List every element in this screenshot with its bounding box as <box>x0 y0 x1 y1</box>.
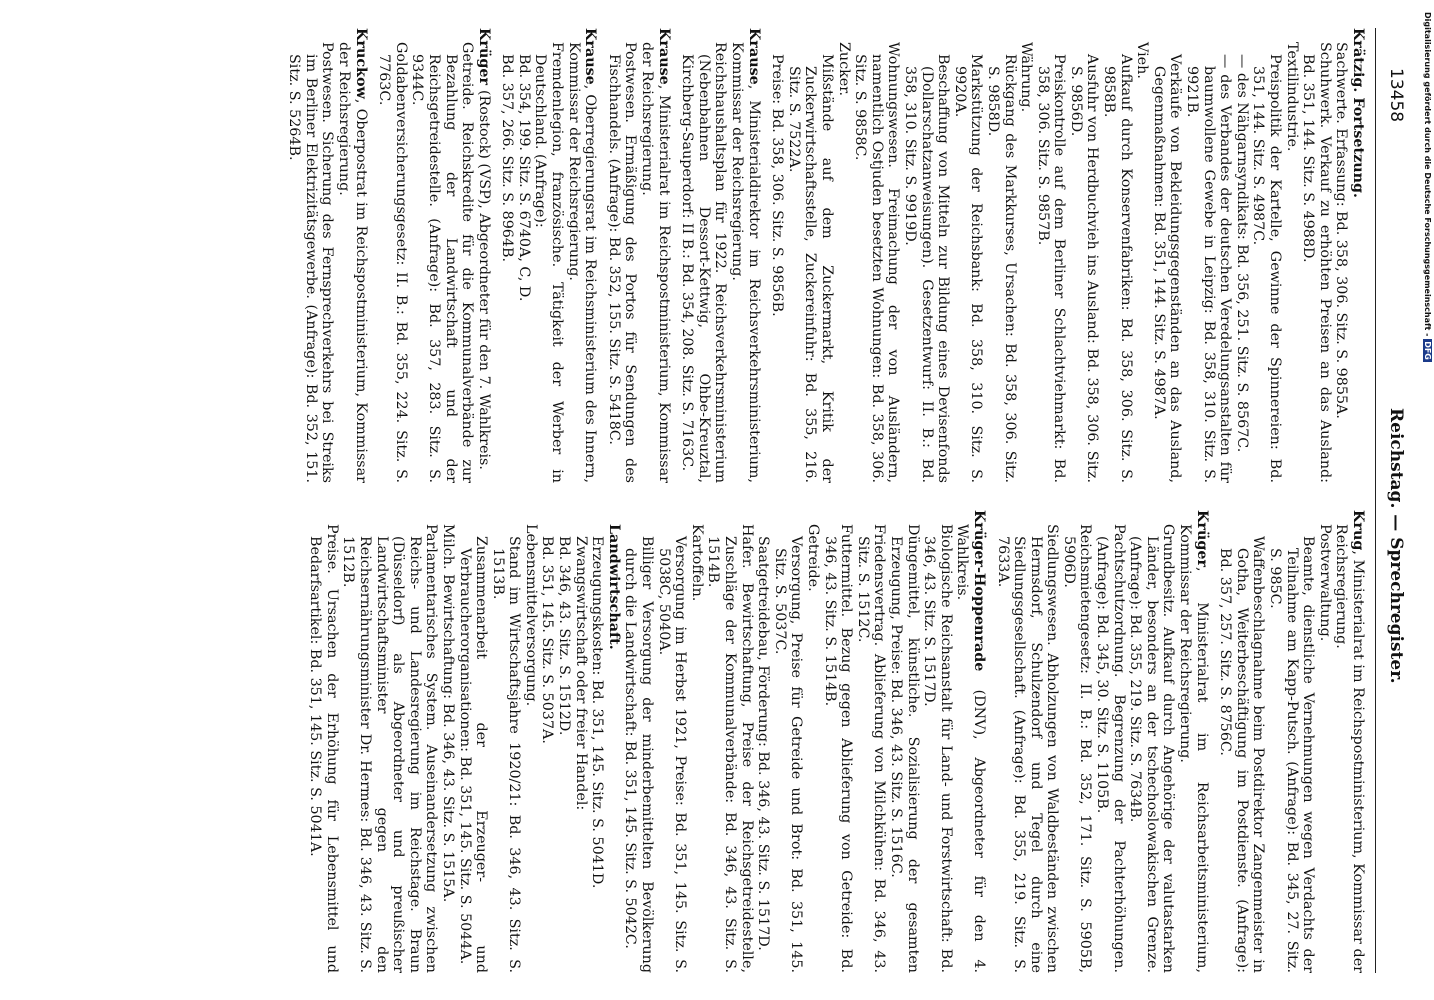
right-column-entry: Saatgetreidebau, Förderung: Bd. 346, 43. Sitz. S. 1517D. <box>755 536 772 951</box>
right-column-entry: Futtermittel. Bezug gegen Ablieferung von Getreide: Bd. 346, 43. Sitz. S. 1514B. <box>821 524 855 973</box>
left-column-entry: Bd. 357, 266. Sitz. S. 8964B. <box>499 54 516 263</box>
right-column-entry: Lebensmittelversorgung. <box>522 524 539 707</box>
right-column-entry: Stand im Wirtschaftsjahre 1920/21: Bd. 346, 43. Sitz. S. 1513B. <box>489 536 523 973</box>
left-column-entry: Markstützung der Reichsbank: Bd. 358, 310. Sitz. S. 9920A. <box>951 54 985 483</box>
left-column-entry: Krause, Oberregierungsrat im Reichsministerium des Innern, Kommissar der Reichsregierung. <box>565 28 599 483</box>
right-column-entry: Versorgung, Preise für Getreide und Brot: Bd. 351, 145. Sitz. S. 5037C. <box>771 536 805 973</box>
right-column-entry: Kartoffeln. <box>688 524 705 602</box>
entry-name: Krüger <box>1193 510 1210 567</box>
left-column-entry: Preispolitik der Kartelle, Gewinne der Spinnereien: Bd. 351, 144. Sitz. S. 4987C. <box>1250 54 1284 483</box>
left-column-entry: Schuhwerk. Verkauf zu erhöhten Preisen an das Ausland: Bd. 351, 144. Sitz. S. 4988D. <box>1300 42 1333 483</box>
right-column-entry: Krüger-Hoppenrade (DNV), Abgeordneter für den 4. Wahlkreis. <box>954 510 987 973</box>
left-column-entry: Preise: Bd. 358, 306. Sitz. S. 9856B. <box>769 54 786 317</box>
right-column-entry: Billiger Versorgung der minderbemittelten Bevölkerung durch die Landwirtschaft: Bd. 351, 145. Sitz. S. 5042C. <box>622 536 656 973</box>
digitization-note <box>1423 12 1432 362</box>
left-column-entry: Preiskontrolle auf dem Berliner Schlachtviehmarkt: Bd. 358, 306. Sitz. S. 9857B. <box>1034 54 1068 483</box>
right-column-entry: Waffenbeschlagnahme beim Postdirektor Zangenmeister in Gotha, Weiterbeschäftigung im Postdienste. (Anfrage): Bd. 357, 257. Sitz. S. 8756C. <box>1217 536 1267 973</box>
right-column-entry: Landwirtschaft. <box>605 524 622 650</box>
right-column-entry: Preise. Ursachen der Erhöhung für Lebensmittel und Bedarfsartikel: Bd. 351, 145. Sitz. S. 5041A. <box>307 524 340 973</box>
right-column-entry: Friedensvertrag. Ablieferung von Milchkühen: Bd. 346, 43. Sitz. S. 1512C. <box>854 524 888 973</box>
left-column-entry: Reichshaushaltsplan für 1922. Reichsverkehrsministerium (Nebenbahnen Dessort-Kettwig, Ohbe-Kreuztal, Kirchberg-Sauperdorf: II B.: Bd. 354, 208. Sitz. S. 7163C. <box>679 42 729 483</box>
left-column-entry: Krüger (Rostock) (VSP), Abgeordneter für den 7. Wahlkreis. <box>475 28 492 470</box>
right-column-entry: Bd. 351, 145. Sitz. S. 5037A. <box>539 536 556 744</box>
rotated-page <box>11 28 1416 973</box>
left-column-entry: Ausfuhr von Herdbuchvieh ins Ausland: Bd. 358, 306. Sitz. S. 9856D. <box>1067 54 1101 483</box>
right-column-entry: Zusammenarbeit der Erzeuger- und Verbraucherorganisationen: Bd. 351, 145. Sitz. S. 5044A. <box>456 536 490 973</box>
right-column-entry: Grundbesitz. Aufkauf durch Angehörige der valutastarken Länder, besonders an der tschechoslowakischen Grenze. (Anfrage): Bd. 355, 219. Sitz. S. 7634B. <box>1127 524 1177 973</box>
left-column-entry: Währung. <box>1018 42 1035 113</box>
page-title: Reichstag. — Sprechregister. <box>1386 408 1406 684</box>
left-column-entry: Kruckow, Oberpostrat im Reichspostministerium, Kommissar der Reichsregierung. <box>335 28 369 483</box>
entry-name: Krause <box>655 28 672 85</box>
left-column-entry: Mißstände auf dem Zuckermarkt, Kritik der Zuckerwirtschaftsstelle, Zuckereinfuhr: Bd. 355, 216. Sitz. S. 7522A. <box>785 54 835 483</box>
left-column-entry: — des Nähgarnsyndikats: Bd. 356, 251. Sitz. S. 8567C. <box>1233 54 1250 453</box>
right-column-entry: Pachtschutzordnung. Begrenzung der Pachterhöhungen. (Anfrage): Bd. 345, 30. Sitz. S. 1105B. <box>1094 524 1127 973</box>
right-column-entry: Milch. Bewirtschaftung: Bd. 346, 43. Sitz. S. 1515A. <box>439 524 456 903</box>
left-column <box>11 28 1366 483</box>
left-column-entry: Goldabenversicherungsgesetz: II. B.: Bd. 355, 224. Sitz. S. 7763C. <box>376 42 409 483</box>
digitization-note-text: Digitalisierung gefördert durch die Deutsche Forschungsgemeinschaft - <box>1423 12 1432 340</box>
left-column-entry: Textilindustrie. <box>1283 42 1300 152</box>
dfg-logo: DFG <box>1423 341 1432 360</box>
entry-name: Krug <box>1350 510 1366 551</box>
entry-name: Krause <box>582 28 599 85</box>
left-column-entry: Fremdenlegion, französische. Tätigkeit der Werber in Deutschland. (Anfrage): <box>532 42 566 483</box>
left-column-entry: Krätzig. Fortsetzung. <box>1350 28 1366 198</box>
entry-name: Krüger-Hoppenrade <box>970 510 987 690</box>
right-column-entry: Siedlungswesen. Abholzungen von Waldbeständen zwischen Hermsdorf, Schulzendorf und Tegel durch eine Siedlungsgesellschaft. (Anfrage): Bd. 355, 219. Sitz. S. 7633A. <box>994 524 1061 973</box>
header-rule <box>1375 28 1376 973</box>
right-column-entry: Hafer. Bewirtschaftung, Preise der Reichsgetreidestelle, Zuschläge der Kommunalverbände: Bd. 346, 43. Sitz. S. 1514B. <box>705 524 755 973</box>
left-column-entry: Aufkauf durch Konservenfabriken: Bd. 358, 306. Sitz. S. 9858B. <box>1101 54 1134 483</box>
left-column-entry: Wohnungswesen. Freimachung der von Ausländern, namentlich Ostjuden besetzten Wohnungen: Bd. 358, 306. Sitz. S. 9858C. <box>852 42 902 483</box>
left-column-entry: Verkäufe von Bekleidungsgegenständen an das Ausland, Gegenmaßnahmen: Bd. 351, 144. Sitz. S. 4987A. <box>1150 54 1184 483</box>
entry-name: Krüger <box>475 28 492 90</box>
right-column <box>11 510 1366 973</box>
left-column-entry: Postwesen. Sicherung des Fernsprechverkehrs bei Streiks im Berliner Elektrizitätsgewerbe. (Anfrage): Bd. 352, 151. Sitz. S. 5264B. <box>286 42 336 483</box>
right-column-entry: Erzeugungskosten: Bd. 351, 145. Sitz. S. 5041D. <box>589 536 606 889</box>
left-column-entry: Getreide. Reichskredite für die Kommunalverbände zur Bezahlung der Landwirtschaft und der Reichsgetreidestelle. (Anfrage): Bd. 357, 283. Sitz. S. 9344C. <box>409 42 476 483</box>
right-column-entry: Parlamentarisches System. Auseinandersetzung zwischen Reichs- und Landesregierung im Reichstage. Braun (Düsseldorf) als Abgeordneter und preußischer Landwirtschaftsminister gegen den Reichsernährungsminister Dr. Hermes: Bd. 346, 43. Sitz. S. 1512B. <box>340 524 440 973</box>
left-column-entry: Beschaffung von Mitteln zur Bildung eines Devisenfonds (Dollarschatzanweisungen). Gesetzentwurf: II. B.: Bd. 358, 310. Sitz. S. 9919D. <box>901 54 952 483</box>
page-number: 13458 <box>1386 68 1406 123</box>
left-column-entry: Sachwerte. Erfassung: Bd. 358, 306. Sitz. S. 9855A. <box>1333 42 1350 419</box>
right-column-entry: Zwangswirtschaft oder freier Handel: <box>572 536 589 811</box>
left-column-entry: — des Verbandes der deutschen Veredelungsanstalten für baumwollene Gewebe in Leipzig: Bd. 358, 310. Sitz. S. 9921B. <box>1184 54 1234 483</box>
right-column-entry: Krug, Ministerialrat im Reichspostministerium, Kommissar der Reichsregierung. <box>1333 510 1366 973</box>
right-column-entry: Versorgung im Herbst 1921, Preise: Bd. 351, 145. Sitz. S. 5038C, 5040A. <box>655 536 689 973</box>
entry-name: Kruckow <box>352 28 369 99</box>
right-column-entry: Düngemittel, künstliche. Sozialisierung der gesamten Erzeugung, Preise: Bd. 346, 43. Sitz. S. 1516C. <box>887 524 921 973</box>
left-column-entry: Zucker. <box>835 42 852 97</box>
right-column-entry: Beamte, dienstliche Vernehmungen wegen Verdachts der Teilnahme am Kapp-Putsch. (Anfrage): Bd. 345, 27. Sitz. S. 985C. <box>1267 536 1317 973</box>
left-column-entry: Vieh. <box>1134 42 1151 79</box>
entry-name: Krause <box>745 28 762 85</box>
right-column-entry: Postverwaltung. <box>1316 524 1333 642</box>
right-column-entry: Bd. 346, 43. Sitz. S. 1512D. <box>556 536 573 736</box>
left-column-entry: Krause, Ministerialrat im Reichspostministerium, Kommissar der Reichsregierung. <box>639 28 672 483</box>
left-column-entry: Postwesen. Ermäßigung des Portos für Sendungen des Fischhandels. (Anfrage): Bd. 352, 155. Sitz. S. 5418C. <box>605 42 639 483</box>
right-column-entry: Getreide. <box>805 524 821 592</box>
left-column-entry: Bd. 354, 199. Sitz. S. 6740A, C, D. <box>515 54 532 302</box>
right-column-entry: Reichsmietengesetz: II. B.: Bd. 352, 171. Sitz. S. 5905B, 5906D. <box>1060 524 1094 973</box>
left-column-entry: Rückgang des Markkurses, Ursachen: Bd. 358, 306. Sitz. S. 9858D. <box>984 54 1018 483</box>
right-column-entry: Biologische Reichsanstalt für Land- und Forstwirtschaft: Bd. 346, 43. Sitz. S. 1517D. <box>921 524 954 973</box>
right-column-entry: Krüger, Ministerialrat im Reichsarbeitsministerium, Kommissar der Reichsregierung. <box>1177 510 1210 973</box>
left-column-entry: Krause, Ministerialdirektor im Reichsverkehrsministerium, Kommissar der Reichsregierung. <box>729 28 762 483</box>
page-header <box>1376 28 1416 973</box>
